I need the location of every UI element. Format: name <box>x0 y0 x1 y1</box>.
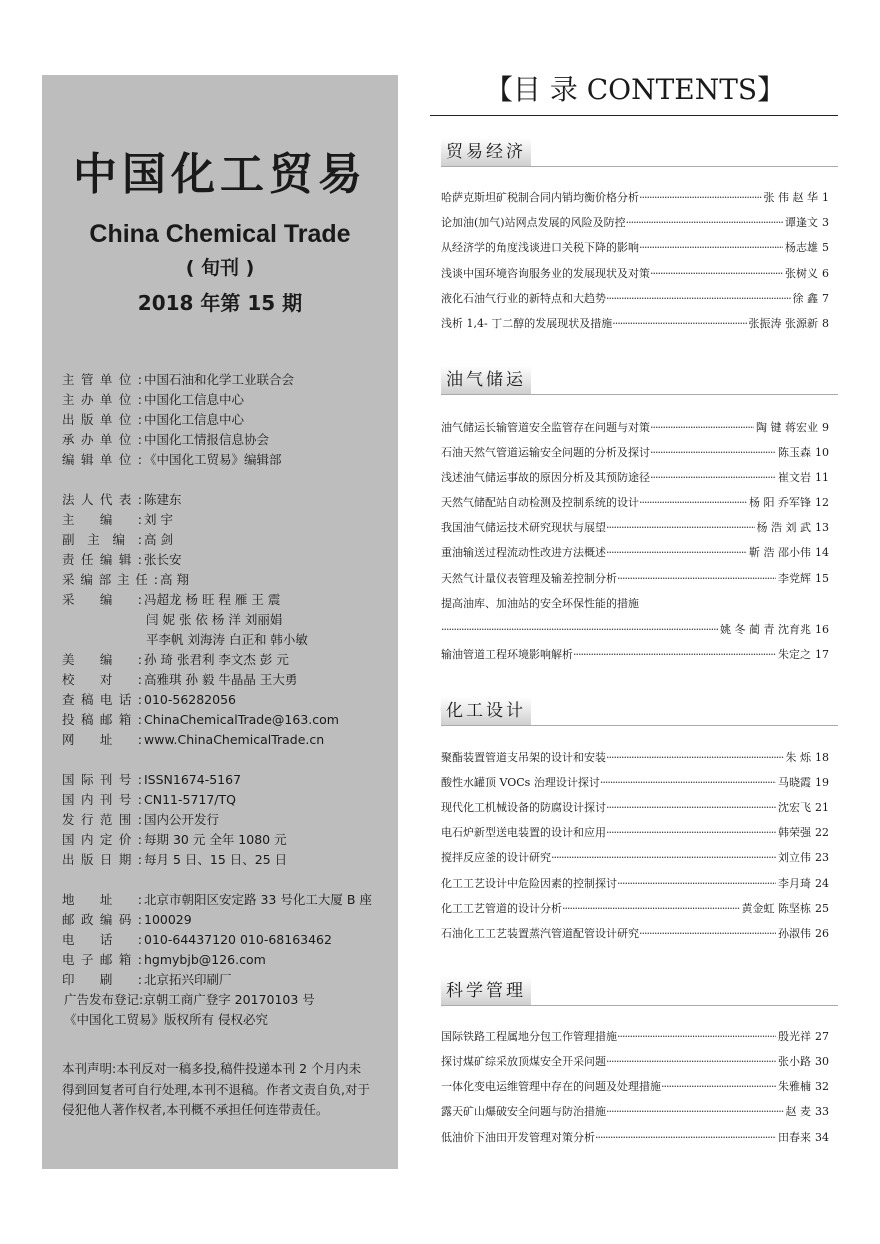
toc-entry[interactable] <box>441 239 829 257</box>
toc-entry-authors: 陈玉森 <box>778 446 811 459</box>
masthead-row <box>62 410 244 430</box>
toc-entry-authors: 李党辉 <box>778 572 811 585</box>
toc-entry-page: 17 <box>815 648 829 661</box>
dot-leader <box>639 494 747 512</box>
toc-entry-title: 露天矿山爆破安全问题与防治措施 <box>441 1105 606 1118</box>
masthead-row <box>62 730 324 750</box>
masthead-panel <box>42 75 398 1169</box>
toc-entry-authors: 黄金虹 陈坚栋 <box>741 902 811 915</box>
masthead-value: 中国化工信息中心 <box>144 392 245 407</box>
toc-entry-authors: 韩荣强 <box>778 826 811 839</box>
toc-entry-page: 3 <box>822 216 829 229</box>
masthead-value: 010-56282056 <box>144 692 236 707</box>
toc-entry-page: 24 <box>815 877 829 890</box>
toc-entry-page: 22 <box>815 826 829 839</box>
masthead-row <box>62 390 244 410</box>
toc-entry-authors: 李月琦 <box>778 877 811 890</box>
masthead-row <box>62 450 282 470</box>
toc-entry-page: 18 <box>815 751 829 764</box>
toc-entry-title: 浅析 1,4- 丁二醇的发展现状及措施 <box>441 317 613 330</box>
toc-entry-authors: 姚 冬 蔺 青 沈育兆 <box>720 623 811 636</box>
toc-entry-authors: 张小路 <box>778 1055 811 1068</box>
masthead-row <box>62 650 289 670</box>
toc-entry[interactable] <box>441 419 829 437</box>
toc-entry-page: 16 <box>815 623 829 636</box>
toc-entry[interactable] <box>441 544 829 562</box>
masthead-value: 广告发布登记:京朝工商广登字 20170103 号 <box>64 992 315 1007</box>
toc-entry-authors: 杨志雄 <box>785 241 818 254</box>
toc-entry[interactable] <box>441 469 829 487</box>
toc-entry-authors: 谭逢文 <box>785 216 818 229</box>
masthead-value: 冯超龙 杨 旺 程 雁 王 震 <box>144 592 281 607</box>
toc-entry-authors: 崔文岩 <box>778 471 811 484</box>
section-rule <box>441 166 838 167</box>
masthead-row <box>62 850 287 870</box>
masthead-label: 出版日期: <box>62 852 142 867</box>
toc-entry-title: 搅拌反应釜的设计研究 <box>441 851 551 864</box>
masthead-row <box>62 670 297 690</box>
toc-entry-title: 浅谈中国环境咨询服务业的发展现状及对策 <box>441 267 650 280</box>
section-heading: 油气储运 <box>441 366 531 394</box>
masthead-row <box>144 610 282 630</box>
dot-leader <box>606 799 776 817</box>
masthead-label: 主管单位: <box>62 372 142 387</box>
masthead-value: hgmybjb@126.com <box>144 952 266 967</box>
section-rule <box>441 725 838 726</box>
masthead-value: 每月 5 日、15 日、25 日 <box>144 852 288 867</box>
toc-entry-title: 重油输送过程流动性改进方法概述 <box>441 546 606 559</box>
masthead-row <box>62 770 241 790</box>
masthead-row <box>62 950 266 970</box>
toc-entry[interactable] <box>441 749 829 767</box>
toc-entry[interactable] <box>441 824 829 842</box>
dot-leader <box>650 419 754 437</box>
toc-entry[interactable] <box>441 1028 829 1046</box>
toc-entry-title: 我国油气储运技术研究现状与展望 <box>441 521 606 534</box>
contents-header-rule <box>430 115 838 116</box>
masthead-label: 采编部主任: <box>62 572 158 587</box>
toc-entry-page: 13 <box>815 521 829 534</box>
toc-entry[interactable] <box>441 621 829 639</box>
toc-entry-page: 15 <box>815 572 829 585</box>
masthead-label: 国内定价: <box>62 832 142 847</box>
toc-entry[interactable] <box>441 1078 829 1096</box>
dot-leader <box>626 214 783 232</box>
masthead-value: 孙 琦 张君利 李文杰 彭 元 <box>144 652 289 667</box>
dot-leader <box>650 265 783 283</box>
toc-entry[interactable] <box>441 1103 829 1121</box>
masthead-value: 陈建东 <box>144 492 182 507</box>
dot-leader <box>573 646 776 664</box>
masthead-value: 中国化工信息中心 <box>144 412 245 427</box>
toc-entry-title: 酸性水罐顶 VOCs 治理设计探讨 <box>441 776 600 789</box>
masthead-value: 北京市朝阳区安定路 33 号化工大厦 B 座 <box>144 892 372 907</box>
toc-entry-title: 聚酯装置管道支吊架的设计和安装 <box>441 751 606 764</box>
dot-leader <box>606 1103 784 1121</box>
toc-entry-page: 21 <box>815 801 829 814</box>
dot-leader <box>617 1028 776 1046</box>
toc-entry-authors: 朱定之 <box>778 648 811 661</box>
dot-leader <box>606 544 747 562</box>
toc-entry-title: 一体化变电运维管理中存在的问题及处理措施 <box>441 1080 661 1093</box>
toc-entry-title: 化工工艺管道的设计分析 <box>441 902 562 915</box>
masthead-row <box>62 970 232 990</box>
masthead-value: 闫 妮 张 依 杨 洋 刘丽娟 <box>146 612 283 627</box>
toc-entry-title: 浅述油气储运事故的原因分析及其预防途径 <box>441 471 650 484</box>
toc-entry[interactable] <box>441 774 829 792</box>
masthead-value: 平李帆 刘海涛 白正和 韩小敏 <box>146 632 308 647</box>
toc-entry-title: 哈萨克斯坦矿税制合同内销均衡价格分析 <box>441 191 639 204</box>
masthead-label: 印刷: <box>62 972 142 987</box>
masthead-row <box>62 590 280 610</box>
dot-leader <box>441 621 718 639</box>
toc-entry-authors: 田春来 <box>778 1131 811 1144</box>
toc-entry-page: 1 <box>822 191 829 204</box>
toc-entry[interactable] <box>441 519 829 537</box>
toc-entry-authors: 杨 浩 刘 武 <box>756 521 811 534</box>
toc-entry-page: 10 <box>815 446 829 459</box>
dot-leader <box>617 875 776 893</box>
masthead-row <box>62 990 315 1010</box>
masthead-value: 010-64437120 010-68163462 <box>144 932 332 947</box>
masthead-label: 责任编辑: <box>62 552 142 567</box>
dot-leader <box>650 444 776 462</box>
toc-entry-authors: 孙淑伟 <box>778 927 811 940</box>
masthead-value: 每期 30 元 全年 1080 元 <box>144 832 287 847</box>
toc-entry-authors: 张振涛 张源新 <box>748 317 818 330</box>
masthead-label: 查稿电话: <box>62 692 142 707</box>
masthead-label: 出版单位: <box>62 412 142 427</box>
masthead-row <box>62 570 189 590</box>
masthead-label: 承办单位: <box>62 432 142 447</box>
masthead-label: 编辑单位: <box>62 452 142 467</box>
masthead-value: 高雅琪 孙 毅 牛晶晶 王大勇 <box>144 672 298 687</box>
dot-leader <box>639 925 776 943</box>
toc-entry[interactable] <box>441 570 829 588</box>
masthead-row <box>62 910 192 930</box>
masthead-label: 网址: <box>62 732 142 747</box>
toc-entry-page: 19 <box>815 776 829 789</box>
masthead-value: 北京拓兴印刷厂 <box>144 972 232 987</box>
toc-entry-title: 电石炉新型送电装置的设计和应用 <box>441 826 606 839</box>
masthead-row <box>62 830 287 850</box>
journal-title-cn: 中国化工贸易 <box>73 149 367 200</box>
toc-entry-authors: 朱雅楠 <box>778 1080 811 1093</box>
toc-entry[interactable] <box>441 925 829 943</box>
masthead-value: 《中国化工贸易》编辑部 <box>144 452 282 467</box>
masthead-value: 高 翔 <box>160 572 189 587</box>
dot-leader <box>661 1078 776 1096</box>
masthead-label: 电子邮箱: <box>62 952 142 967</box>
masthead-label: 邮政编码: <box>62 912 142 927</box>
masthead-label: 国内刊号: <box>62 792 142 807</box>
toc-entry-page: 23 <box>815 851 829 864</box>
masthead-value: 张长安 <box>144 552 182 567</box>
contents-heading: 【目 录 CONTENTS】 <box>484 73 786 106</box>
dot-leader <box>600 774 776 792</box>
toc-entry[interactable] <box>441 265 829 283</box>
masthead-row <box>62 790 236 810</box>
publication-period: ( 旬刊 ) <box>185 257 255 279</box>
issue-number: 2018 年第 15 期 <box>137 291 303 315</box>
masthead-row <box>62 890 372 910</box>
toc-entry-authors: 刘立伟 <box>778 851 811 864</box>
toc-entry-page: 9 <box>822 421 829 434</box>
dot-leader <box>606 1053 776 1071</box>
masthead-row <box>62 430 269 450</box>
dot-leader <box>606 824 776 842</box>
toc-entry-title[interactable]: 提高油库、加油站的安全环保性能的措施 <box>441 597 639 610</box>
masthead-label: 主办单位: <box>62 392 142 407</box>
toc-entry[interactable] <box>441 799 829 817</box>
toc-entry-title: 天然气计量仪表管理及输差控制分析 <box>441 572 617 585</box>
toc-entry-title: 液化石油气行业的新特点和大趋势 <box>441 292 606 305</box>
dot-leader <box>612 315 746 333</box>
toc-entry-title: 油气储运长输管道安全监管存在问题与对策 <box>441 421 650 434</box>
toc-entry[interactable] <box>441 849 829 867</box>
dot-leader <box>551 849 776 867</box>
toc-entry-page: 7 <box>822 292 829 305</box>
toc-entry[interactable] <box>441 444 829 462</box>
section-heading: 贸易经济 <box>441 138 531 166</box>
masthead-row <box>62 490 182 510</box>
toc-entry-title: 从经济学的角度浅谈进口关税下降的影响 <box>441 241 639 254</box>
masthead-row <box>144 630 308 650</box>
dot-leader <box>606 290 791 308</box>
toc-entry-page: 6 <box>822 267 829 280</box>
masthead-row <box>62 550 182 570</box>
toc-entry-title: 探讨煤矿综采放顶煤安全开采问题 <box>441 1055 606 1068</box>
masthead-label: 国际刊号: <box>62 772 142 787</box>
dot-leader <box>606 749 784 767</box>
toc-entry-authors: 张 伟 赵 华 <box>763 191 818 204</box>
toc-entry[interactable] <box>441 875 829 893</box>
dot-leader <box>562 900 740 918</box>
section-rule <box>441 1005 838 1006</box>
dot-leader <box>606 519 755 537</box>
toc-entry[interactable] <box>441 494 829 512</box>
dot-leader <box>639 239 783 257</box>
toc-entry-authors: 靳 浩 邵小伟 <box>749 546 811 559</box>
toc-entry-title: 石油天然气管道运输安全问题的分析及探讨 <box>441 446 650 459</box>
masthead-label: 副主编: <box>62 532 142 547</box>
masthead-label: 发行范围: <box>62 812 142 827</box>
masthead-row <box>62 690 236 710</box>
masthead-row <box>62 530 173 550</box>
masthead-label: 主编: <box>62 512 142 527</box>
toc-entry[interactable] <box>441 189 829 207</box>
masthead-row <box>62 810 219 830</box>
masthead-row <box>62 1010 268 1030</box>
dot-leader <box>617 570 776 588</box>
toc-entry-authors: 徐 鑫 <box>792 292 818 305</box>
masthead-label: 美编: <box>62 652 142 667</box>
toc-entry-authors: 张树义 <box>785 267 818 280</box>
copyright-declaration: 本刊声明:本刊反对一稿多投,稿件投递本刊 2 个月内未得到回复者可自行处理,本刊不退稿。作者文责自负,对于侵犯他人著作权者,本刊概不承担任何连带责任。 <box>62 1061 370 1117</box>
toc-entry-page: 27 <box>815 1030 829 1043</box>
masthead-value: 中国化工情报信息协会 <box>144 432 270 447</box>
toc-entry[interactable] <box>441 900 829 918</box>
toc-entry-page: 33 <box>815 1105 829 1118</box>
toc-entry-page: 26 <box>815 927 829 940</box>
masthead-value: 《中国化工贸易》版权所有 侵权必究 <box>64 1012 268 1027</box>
toc-entry-page: 11 <box>815 471 829 484</box>
toc-entry-page: 25 <box>815 902 829 915</box>
section-heading: 科学管理 <box>441 977 531 1005</box>
toc-entry-authors: 陶 键 蒋宏业 <box>756 421 818 434</box>
toc-entry-authors: 朱 烁 <box>785 751 811 764</box>
toc-entry-title: 天然气储配站自动检测及控制系统的设计 <box>441 496 639 509</box>
toc-entry[interactable] <box>441 1129 829 1147</box>
masthead-row <box>62 710 339 730</box>
masthead-value: 100029 <box>144 912 192 927</box>
journal-title-en: China Chemical Trade <box>89 220 351 248</box>
masthead-label: 法人代表: <box>62 492 142 507</box>
masthead-value: www.ChinaChemicalTrade.cn <box>144 732 325 747</box>
masthead-label: 地址: <box>62 892 142 907</box>
toc-entry-page: 5 <box>822 241 829 254</box>
dot-leader <box>595 1129 776 1147</box>
toc-entry[interactable] <box>441 315 829 333</box>
section-heading: 化工设计 <box>441 697 531 725</box>
masthead-value: 中国石油和化学工业联合会 <box>144 372 295 387</box>
masthead-label: 投稿邮箱: <box>62 712 142 727</box>
masthead-label: 采编: <box>62 592 142 607</box>
masthead-value: ChinaChemicalTrade@163.com <box>144 712 339 727</box>
toc-entry-page: 30 <box>815 1055 829 1068</box>
dot-leader <box>639 189 762 207</box>
masthead-row <box>62 930 332 950</box>
toc-entry[interactable] <box>441 290 829 308</box>
toc-entry-page: 12 <box>815 496 829 509</box>
toc-entry-authors: 马晓霞 <box>778 776 811 789</box>
toc-entry[interactable] <box>441 214 829 232</box>
toc-entry-title: 低油价下油田开发管理对策分析 <box>441 1131 595 1144</box>
toc-entry[interactable] <box>441 646 829 664</box>
masthead-value: 高 剑 <box>144 532 173 547</box>
toc-entry-page: 14 <box>815 546 829 559</box>
masthead-value: CN11-5717/TQ <box>144 792 236 807</box>
masthead-value: 刘 宇 <box>144 512 173 527</box>
toc-entry-authors: 沈宏飞 <box>778 801 811 814</box>
toc-entry-title: 化工工艺设计中危险因素的控制探讨 <box>441 877 617 890</box>
toc-entry-title: 石油化工工艺装置蒸汽管道配管设计研究 <box>441 927 639 940</box>
toc-entry-authors: 殷光祥 <box>778 1030 811 1043</box>
section-rule <box>441 394 838 395</box>
masthead-value: 国内公开发行 <box>144 812 220 827</box>
toc-entry-title: 论加油(加气)站网点发展的风险及防控 <box>441 216 626 229</box>
toc-entry-title: 现代化工机械设备的防腐设计探讨 <box>441 801 606 814</box>
masthead-row <box>62 510 173 530</box>
toc-entry-page: 32 <box>815 1080 829 1093</box>
dot-leader <box>650 469 776 487</box>
masthead-row <box>62 370 294 390</box>
toc-entry-authors: 赵 麦 <box>785 1105 811 1118</box>
masthead-value: ISSN1674-5167 <box>144 772 242 787</box>
toc-entry-title: 国际铁路工程属地分包工作管理措施 <box>441 1030 617 1043</box>
masthead-label: 校对: <box>62 672 142 687</box>
toc-entry-page: 8 <box>822 317 829 330</box>
toc-entry-authors: 杨 阳 乔军锋 <box>749 496 811 509</box>
toc-entry[interactable] <box>441 1053 829 1071</box>
masthead-label: 电话: <box>62 932 142 947</box>
toc-entry-page: 34 <box>815 1131 829 1144</box>
toc-entry-title: 输油管道工程环境影响解析 <box>441 648 573 661</box>
